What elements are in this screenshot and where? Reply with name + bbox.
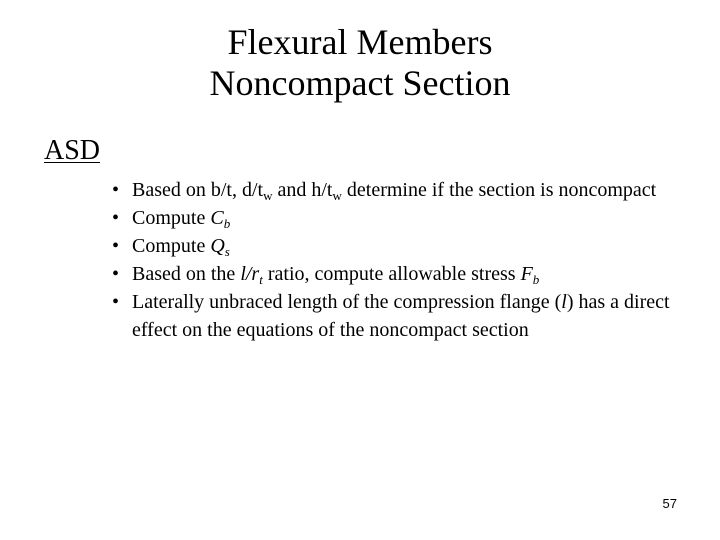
text-segment: Compute xyxy=(132,207,211,229)
text-segment: ) has a direct effect on the equations of the noncompact section xyxy=(132,291,670,341)
subscript xyxy=(225,244,230,259)
bullet-symbol: • xyxy=(112,263,120,285)
variable: C xyxy=(210,207,224,229)
text-segment: Based on b/t, d/t xyxy=(132,179,264,201)
bullet-text xyxy=(132,207,230,229)
text-segment: and h/t xyxy=(272,179,333,201)
variable-subscript: b xyxy=(532,272,540,287)
bullet-item xyxy=(112,288,672,344)
text-segment: Based on the xyxy=(132,263,241,285)
subscript xyxy=(533,272,540,287)
bullet-item xyxy=(112,204,672,232)
bullet-item xyxy=(112,176,672,204)
variable-subscript: b xyxy=(223,216,231,231)
variable-subscript: t xyxy=(259,272,263,287)
variable: F xyxy=(520,263,533,285)
variable: l xyxy=(561,291,567,313)
bullet-symbol: • xyxy=(112,235,120,257)
subscript: w xyxy=(263,188,273,203)
text-segment: Laterally unbraced length of the compression flange ( xyxy=(132,291,562,313)
bullet-symbol: • xyxy=(112,179,120,201)
subscript xyxy=(224,216,231,231)
subscript: w xyxy=(332,188,342,203)
variable: Q xyxy=(210,235,225,257)
bullet-list xyxy=(112,176,672,344)
title-line-2: Noncompact Section xyxy=(209,63,511,103)
bullet-text xyxy=(132,235,230,257)
bullet-symbol: • xyxy=(112,291,120,313)
title-line-1: Flexural Members xyxy=(227,22,493,62)
text-segment: ratio, compute allowable stress xyxy=(262,263,521,285)
slide-title xyxy=(0,22,720,104)
text-segment: determine if the section is noncompact xyxy=(341,179,657,201)
text-segment: Compute xyxy=(132,235,211,257)
variable-subscript: s xyxy=(224,244,230,259)
bullet-text xyxy=(132,291,670,341)
bullet-text xyxy=(132,179,656,201)
section-heading: ASD xyxy=(44,135,101,166)
bullet-item xyxy=(112,232,672,260)
bullet-item xyxy=(112,260,672,288)
bullet-text xyxy=(132,263,539,285)
bullet-symbol: • xyxy=(112,207,120,229)
page-number: 57 xyxy=(662,496,677,511)
variable: l/r xyxy=(240,263,260,285)
